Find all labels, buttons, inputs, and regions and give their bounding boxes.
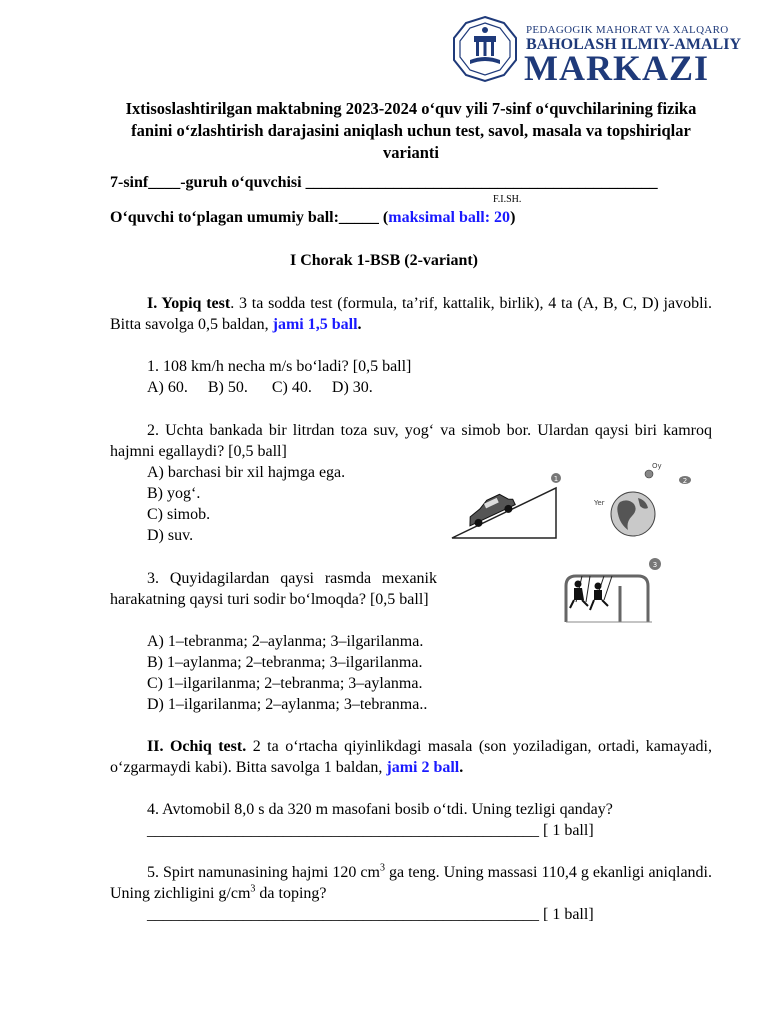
section-2-end: .: [459, 759, 464, 776]
q5-answer-line[interactable]: _________________________________________________ [ 1 ball]: [147, 906, 594, 923]
q3-option-c: C) 1–ilgarilanma; 2–tebranma; 3–aylanma.: [147, 675, 423, 692]
section-1-intro: [110, 293, 712, 335]
institution-logo: [448, 14, 741, 88]
score-suffix: ): [510, 209, 516, 226]
section-1-text: . 3 ta sodda test (formula, ta’rif, kattalik, birlik), 4 ta (A, B, C, D) javobli. Bitta savolga 0,5 baldan,: [110, 295, 712, 333]
score-prefix: O‘quvchi to‘plagan umumiy ball:_____ (: [110, 209, 389, 226]
section-heading: I Chorak 1-BSB (2-variant): [289, 252, 478, 269]
q2-option-c: C) simob.: [147, 506, 211, 523]
moon-label: Oy: [652, 462, 662, 470]
fish-caption: F.I.SH.: [493, 194, 522, 205]
earth-label: Yer: [594, 499, 605, 507]
logo-line-3: MARKAZI: [524, 48, 709, 88]
question-1-options: A) 60. B) 50. C) 40. D) 30.: [147, 379, 373, 396]
question-4: 4. Avtomobil 8,0 s da 320 m masofani bosib o‘tdi. Uning tezligi qanday?: [147, 801, 613, 818]
earth-moon-figure: [590, 458, 700, 538]
section-2-total: jami 2 ball: [386, 759, 460, 776]
q2-option-d: D) suv.: [147, 527, 194, 544]
logo-line-1: PEDAGOGIK MAHORAT VA XALQARO: [526, 24, 729, 36]
q3-option-d: D) 1–ilgarilanma; 2–aylanma; 3–tebranma..: [147, 696, 428, 713]
section-1-total: jami 1,5 ball: [272, 316, 358, 333]
student-line: 7-sinf____-guruh o‘quvchisi ____________________________________________: [110, 174, 658, 191]
question-2: 2. Uchta bankada bir litrdan toza suv, yog‘ va simob bor. Ulardan qaysi biri kamroq hajmni egallaydi? [0,5 ball]: [110, 422, 712, 460]
q5-text-b: ga teng. Uning massasi 110,4 g ekanligi aniqlandi. Uning zichligini g/cm: [110, 864, 712, 902]
figure-badge-3: 3: [652, 561, 658, 569]
score-max: maksimal ball: 20: [388, 209, 511, 226]
incline-car-figure: [450, 472, 568, 542]
figure-badge-2: 2: [682, 477, 688, 485]
section-2-label: II. Ochiq test.: [147, 738, 247, 755]
swing-figure: [560, 556, 670, 626]
question-5: [110, 862, 712, 904]
section-2-intro: [110, 736, 712, 778]
question-1: 1. 108 km/h necha m/s bo‘ladi? [0,5 ball]: [147, 358, 412, 375]
figure-badge-1: 1: [553, 475, 559, 483]
section-1-end: .: [357, 316, 362, 333]
emblem-icon: [448, 14, 522, 84]
q5-text-a: 5. Spirt namunasining hajmi 120 cm: [147, 864, 380, 881]
q5-sup-2: 3: [250, 883, 256, 895]
q3-option-a: A) 1–tebranma; 2–aylanma; 3–ilgarilanma.: [147, 633, 424, 650]
q2-option-a: A) barchasi bir xil hajmga ega.: [147, 464, 346, 481]
section-1-label: I. Yopiq test: [147, 295, 231, 312]
q4-answer-line[interactable]: _________________________________________________ [ 1 ball]: [147, 822, 594, 839]
document-title: Ixtisoslashtirilgan maktabning 2023-2024 o‘quv yili 7-sinf o‘quvchilarining fizika fanini o‘zlashtirish darajasini aniqlash uchun test, savol, masala va topshiriqlar varianti: [125, 99, 697, 162]
question-3: 3. Quyidagilardan qaysi rasmda mexanik harakatning qaysi turi sodir bo‘lmoqda? [0,5 ball]: [110, 570, 437, 608]
section-2-text: 2 ta o‘rtacha qiyinlikdagi masala (son yoziladigan, ortadi, kamayadi, o‘zgarmaydi kabi). Bitta savolga 1 baldan,: [110, 738, 712, 776]
q5-sup-1: 3: [379, 862, 385, 874]
q3-option-b: B) 1–aylanma; 2–tebranma; 3–ilgarilanma.: [147, 654, 423, 671]
score-line: [110, 209, 515, 227]
q5-text-c: da toping?: [255, 885, 327, 902]
logo-line-2: BAHOLASH ILMIY-AMALIY: [526, 36, 741, 53]
q2-option-b: B) yog‘.: [147, 485, 201, 502]
